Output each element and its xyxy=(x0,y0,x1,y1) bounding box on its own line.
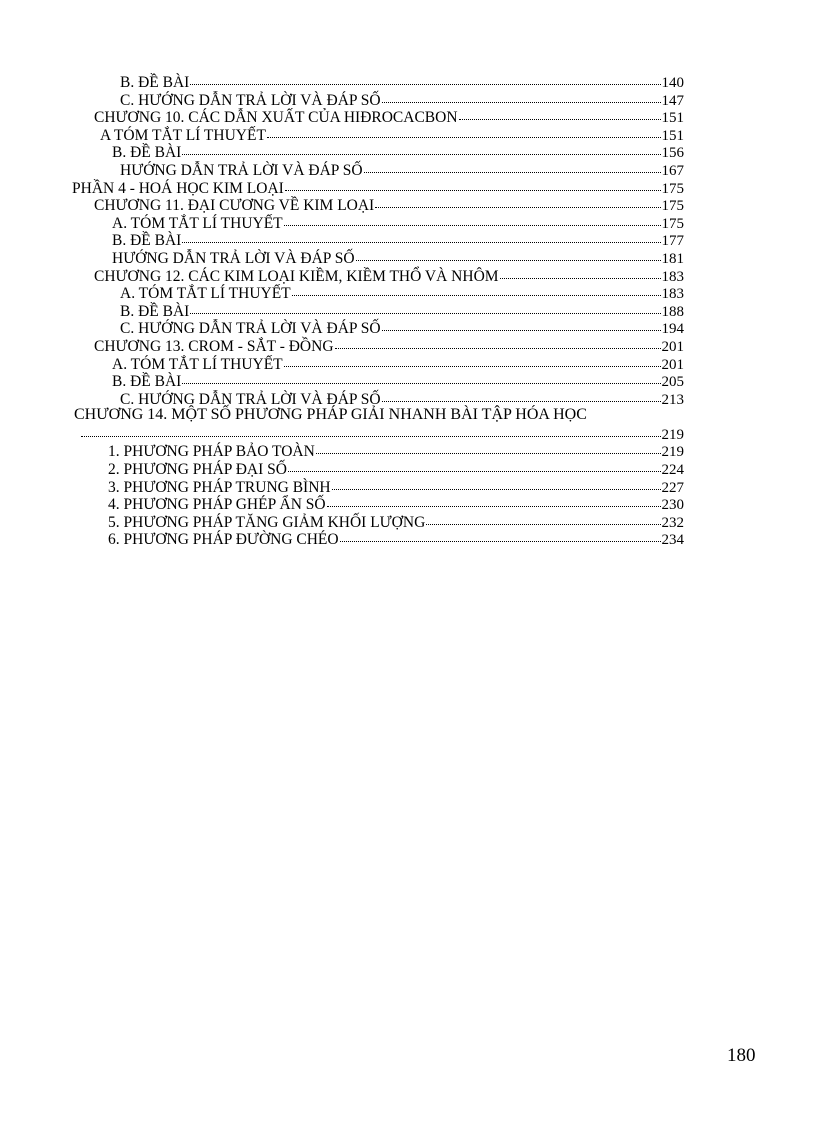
toc-entry-label: C. HƯỚNG DẪN TRẢ LỜI VÀ ĐÁP SỐ xyxy=(120,320,381,338)
dot-leader xyxy=(267,123,661,138)
toc-entry-page: 230 xyxy=(661,497,684,514)
toc-entry-label: B. ĐỀ BÀI xyxy=(120,74,190,91)
toc-entry-label: B. ĐỀ BÀI xyxy=(112,232,182,250)
toc-entry-page: 201 xyxy=(661,356,684,373)
dot-leader xyxy=(182,228,660,243)
dot-leader xyxy=(182,369,660,384)
toc-entry-page: 205 xyxy=(661,374,684,391)
dot-leader xyxy=(382,316,661,331)
toc-entry-page: 147 xyxy=(661,92,684,109)
toc-entry-label: PHẦN 4 - HOÁ HỌC KIM LOẠI xyxy=(72,179,284,197)
toc-entry-label: CHƯƠNG 10. CÁC DẪN XUẤT CỦA HIĐROCACBON xyxy=(94,109,458,127)
toc-entry-page: 227 xyxy=(661,479,684,496)
toc-entry-page: 175 xyxy=(661,215,684,232)
toc-entry-page: 177 xyxy=(661,233,684,250)
toc-entry-page: 183 xyxy=(661,268,684,285)
toc-entry-page: 175 xyxy=(661,198,684,215)
toc-entry-page: 151 xyxy=(661,127,684,144)
toc-entry-label: 3. PHƯƠNG PHÁP TRUNG BÌNH xyxy=(108,478,331,496)
toc-entry xyxy=(72,389,684,407)
toc-entry-page: 232 xyxy=(661,514,684,531)
toc-entry-page: 194 xyxy=(661,321,684,338)
toc-entry-page: 156 xyxy=(661,145,684,162)
dot-leader xyxy=(340,527,661,542)
dot-leader xyxy=(292,281,661,296)
dot-leader xyxy=(500,264,661,279)
toc-entry-page: 140 xyxy=(661,75,684,91)
chapter-14-label: CHƯƠNG 14. MỘT SỐ PHƯƠNG PHÁP GIẢI NHANH BÀI TẬP HÓA HỌC xyxy=(74,406,587,424)
toc-entry-page: 151 xyxy=(661,110,684,127)
toc-entry xyxy=(72,529,684,547)
toc-entry-label: HƯỚNG DẪN TRẢ LỜI VÀ ĐÁP SỐ xyxy=(120,161,363,179)
toc-entry-page: 234 xyxy=(661,532,684,549)
dot-leader xyxy=(182,140,660,155)
toc-entry-label: HƯỚNG DẪN TRẢ LỜI VÀ ĐÁP SỐ xyxy=(112,249,355,267)
toc-entry-label: CHƯƠNG 12. CÁC KIM LOẠI KIỀM, KIỀM THỔ VÀ NHÔM xyxy=(94,267,499,285)
dot-leader xyxy=(335,334,661,349)
dot-leader xyxy=(327,492,661,507)
toc-entry-page: 175 xyxy=(661,180,684,197)
dot-leader xyxy=(459,105,661,120)
dot-leader xyxy=(284,211,661,226)
toc-entry-label: A. TÓM TẮT LÍ THUYẾT xyxy=(112,355,283,373)
toc-entry-label: B. ĐỀ BÀI xyxy=(120,302,190,320)
toc-entry-label: B. ĐỀ BÀI xyxy=(112,144,182,162)
toc-entry-page: 181 xyxy=(661,250,684,267)
toc-main-entries xyxy=(72,72,684,406)
toc-entry-label: B. ĐỀ BÀI xyxy=(112,373,182,391)
toc-entry-label: CHƯƠNG 13. CROM - SẮT - ĐỒNG xyxy=(94,337,334,355)
toc-entry-page: 183 xyxy=(661,286,684,303)
page-number: 180 xyxy=(727,1045,756,1066)
toc-entry-label: 5. PHƯƠNG PHÁP TĂNG GIẢM KHỐI LƯỢNG xyxy=(108,513,426,531)
toc-entry-label: A TÓM TẮT LÍ THUYẾT xyxy=(100,126,266,144)
dot-leader xyxy=(382,387,661,402)
dot-leader xyxy=(382,88,661,103)
toc-entry-label: 6. PHƯƠNG PHÁP ĐƯỜNG CHÉO xyxy=(108,531,339,549)
dot-leader xyxy=(316,439,661,454)
toc-entry-label: C. HƯỚNG DẪN TRẢ LỜI VÀ ĐÁP SỐ xyxy=(120,390,381,408)
dot-leader xyxy=(190,70,660,85)
dot-leader xyxy=(356,246,661,261)
toc-entry-label: C. HƯỚNG DẪN TRẢ LỜI VÀ ĐÁP SỐ xyxy=(120,91,381,109)
dot-leader xyxy=(285,176,661,191)
toc-entry-page: 167 xyxy=(661,162,684,179)
toc-entry-label: 1. PHƯƠNG PHÁP BẢO TOÀN xyxy=(108,443,315,461)
toc-entry-page: 224 xyxy=(661,462,684,479)
toc-entry-label: A. TÓM TẮT LÍ THUYẾT xyxy=(112,214,283,232)
toc-entry-page: 213 xyxy=(661,391,684,408)
dot-leader xyxy=(81,422,661,437)
dot-leader xyxy=(364,158,661,173)
toc-entry-label: 4. PHƯƠNG PHÁP GHÉP ẨN SỐ xyxy=(108,496,326,514)
toc-entry-label: 2. PHƯƠNG PHÁP ĐẠI SỐ xyxy=(108,461,287,479)
dot-leader xyxy=(190,299,660,314)
dot-leader xyxy=(332,475,661,490)
toc-entry-label: CHƯƠNG 11. ĐẠI CƯƠNG VỀ KIM LOẠI xyxy=(94,197,375,215)
dot-leader xyxy=(375,193,660,208)
dot-leader xyxy=(288,457,661,472)
chapter-14-page: 219 xyxy=(661,426,684,443)
dot-leader xyxy=(426,510,660,525)
toc-entry-page: 188 xyxy=(661,303,684,320)
toc-entry-page: 201 xyxy=(661,338,684,355)
table-of-contents xyxy=(72,72,684,547)
toc-method-entries xyxy=(72,441,684,547)
toc-entry-page: 219 xyxy=(661,444,684,461)
dot-leader xyxy=(284,352,661,367)
toc-entry-label: A. TÓM TẮT LÍ THUYẾT xyxy=(120,285,291,303)
